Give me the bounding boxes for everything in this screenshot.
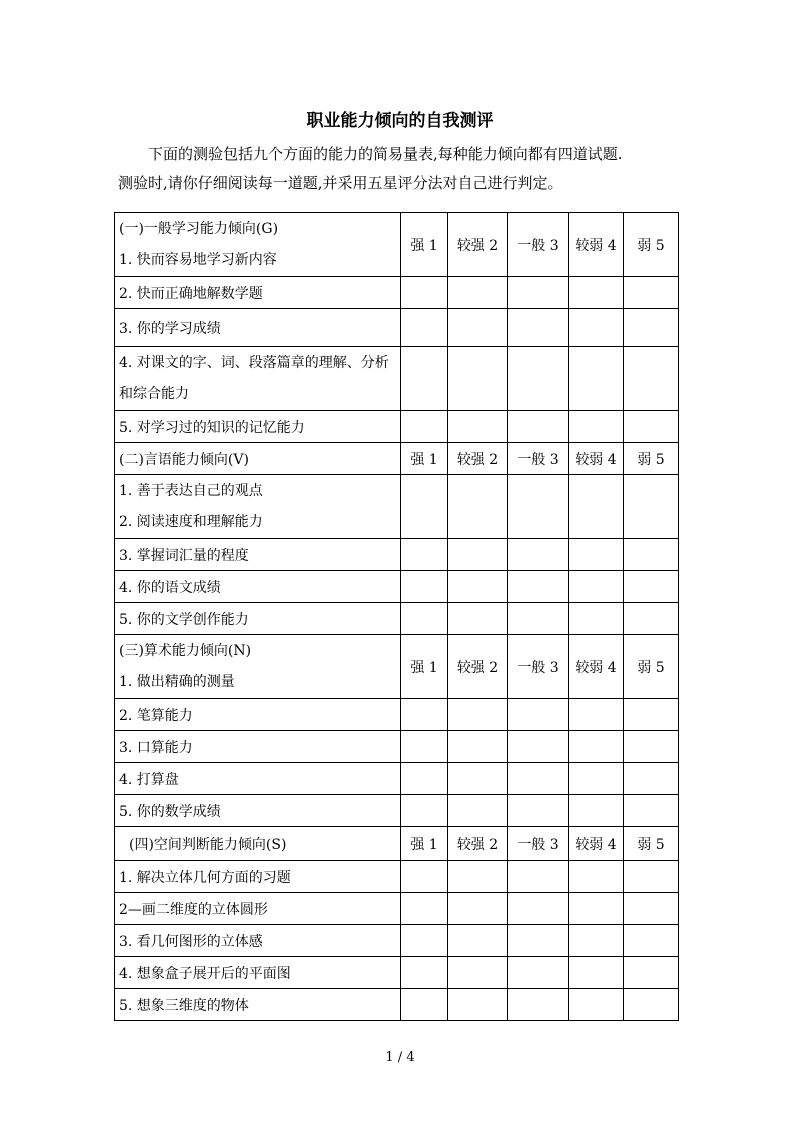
rating-header: 一般 3 — [508, 443, 569, 475]
rating-cell[interactable] — [508, 989, 569, 1021]
rating-cell[interactable] — [569, 411, 624, 443]
rating-header: 较弱 4 — [569, 443, 624, 475]
rating-cell[interactable] — [401, 571, 448, 603]
rating-cell[interactable] — [401, 925, 448, 957]
table-row — [115, 539, 679, 571]
rating-cell[interactable] — [508, 347, 569, 411]
table-row — [115, 277, 679, 309]
item-label: 4. 打算盘 — [115, 763, 401, 795]
intro-line-2: 测验时,请你仔细阅读每一道题,并采用五星评分法对自己进行判定。 — [118, 174, 563, 192]
section-g-header-row — [115, 213, 679, 277]
rating-cell[interactable] — [401, 957, 448, 989]
rating-cell[interactable] — [448, 925, 508, 957]
rating-cell[interactable] — [569, 699, 624, 731]
table-row — [115, 699, 679, 731]
rating-cell[interactable] — [508, 925, 569, 957]
item-label: 4. 想象盒子展开后的平面图 — [115, 957, 401, 989]
section-g-title: (一)一般学习能力倾向(G) — [119, 220, 279, 237]
rating-cell[interactable] — [401, 539, 448, 571]
rating-cell[interactable] — [569, 925, 624, 957]
item-label: 5. 对学习过的知识的记忆能力 — [115, 411, 401, 443]
rating-cell[interactable] — [624, 925, 679, 957]
rating-cell[interactable] — [569, 603, 624, 635]
item-label — [115, 475, 401, 539]
rating-cell[interactable] — [448, 309, 508, 347]
table-row — [115, 795, 679, 827]
rating-cell[interactable] — [401, 861, 448, 893]
section-s-header-row — [115, 827, 679, 861]
rating-cell[interactable] — [508, 309, 569, 347]
rating-header: 一般 3 — [508, 827, 569, 861]
rating-cell[interactable] — [401, 411, 448, 443]
rating-cell[interactable] — [448, 411, 508, 443]
rating-cell[interactable] — [624, 309, 679, 347]
rating-cell[interactable] — [401, 989, 448, 1021]
table-row — [115, 571, 679, 603]
rating-cell[interactable] — [569, 571, 624, 603]
rating-cell[interactable] — [448, 957, 508, 989]
table-row — [115, 603, 679, 635]
rating-cell[interactable] — [624, 731, 679, 763]
page-number: 1 / 4 — [385, 1050, 415, 1065]
section-v-title: (二)言语能力倾向(V) — [115, 443, 401, 475]
rating-cell[interactable] — [448, 763, 508, 795]
rating-cell[interactable] — [448, 861, 508, 893]
section-v-item-1: 1. 善于表达自己的观点 — [119, 482, 263, 499]
rating-cell[interactable] — [569, 989, 624, 1021]
rating-header: 较弱 4 — [569, 213, 624, 277]
table-row — [115, 763, 679, 795]
rating-cell[interactable] — [624, 475, 679, 539]
item-label: 2. 笔算能力 — [115, 699, 401, 731]
rating-cell[interactable] — [448, 699, 508, 731]
rating-cell[interactable] — [508, 475, 569, 539]
table-row — [115, 411, 679, 443]
table-row — [115, 861, 679, 893]
rating-cell[interactable] — [508, 763, 569, 795]
rating-cell[interactable] — [569, 731, 624, 763]
rating-cell[interactable] — [448, 603, 508, 635]
rating-header: 弱 5 — [624, 443, 679, 475]
rating-header: 较强 2 — [448, 827, 508, 861]
rating-cell[interactable] — [401, 475, 448, 539]
rating-cell[interactable] — [508, 411, 569, 443]
section-n-header-cell — [115, 635, 401, 699]
rating-cell[interactable] — [508, 861, 569, 893]
rating-cell[interactable] — [508, 277, 569, 309]
item-label: 3. 掌握词汇量的程度 — [115, 539, 401, 571]
rating-cell[interactable] — [401, 277, 448, 309]
rating-cell[interactable] — [624, 893, 679, 925]
rating-cell[interactable] — [448, 795, 508, 827]
item-label: 5. 想象三维度的物体 — [115, 989, 401, 1021]
rating-header: 较弱 4 — [569, 635, 624, 699]
rating-cell[interactable] — [569, 309, 624, 347]
table-row — [115, 893, 679, 925]
section-g-item-1: 1. 快而容易地学习新内容 — [119, 251, 277, 268]
page-title: 职业能力倾向的自我测评 — [306, 111, 494, 131]
rating-header: 较强 2 — [448, 443, 508, 475]
section-s-title: (四)空间判断能力倾向(S) — [115, 827, 401, 861]
rating-header: 较弱 4 — [569, 827, 624, 861]
rating-cell[interactable] — [569, 347, 624, 411]
rating-cell[interactable] — [448, 731, 508, 763]
item-label: 2—画二维度的立体圆形 — [115, 893, 401, 925]
rating-cell[interactable] — [448, 539, 508, 571]
rating-header: 弱 5 — [624, 827, 679, 861]
section-n-item-1: 1. 做出精确的测量 — [119, 673, 235, 690]
rating-cell[interactable] — [401, 795, 448, 827]
item-label: 4. 你的语文成绩 — [115, 571, 401, 603]
rating-cell[interactable] — [569, 277, 624, 309]
rating-header: 一般 3 — [508, 635, 569, 699]
item-label: 5. 你的数学成绩 — [115, 795, 401, 827]
table-row — [115, 925, 679, 957]
rating-cell[interactable] — [448, 571, 508, 603]
intro-paragraph — [118, 140, 688, 198]
rating-cell[interactable] — [448, 989, 508, 1021]
table-row — [115, 731, 679, 763]
rating-cell[interactable] — [624, 411, 679, 443]
rating-cell[interactable] — [401, 309, 448, 347]
item-label: 3. 口算能力 — [115, 731, 401, 763]
rating-cell[interactable] — [624, 763, 679, 795]
rating-cell[interactable] — [624, 571, 679, 603]
rating-cell[interactable] — [508, 731, 569, 763]
rating-cell[interactable] — [624, 539, 679, 571]
rating-cell[interactable] — [508, 957, 569, 989]
rating-cell[interactable] — [401, 893, 448, 925]
rating-cell[interactable] — [569, 763, 624, 795]
rating-cell[interactable] — [401, 603, 448, 635]
rating-cell[interactable] — [401, 347, 448, 411]
rating-cell[interactable] — [448, 347, 508, 411]
rating-cell[interactable] — [448, 277, 508, 309]
table-row — [115, 347, 679, 411]
section-v-header-row — [115, 443, 679, 475]
rating-cell[interactable] — [448, 893, 508, 925]
rating-cell[interactable] — [624, 861, 679, 893]
rating-cell[interactable] — [569, 957, 624, 989]
section-n-title: (三)算术能力倾向(N) — [119, 642, 252, 659]
rating-cell[interactable] — [569, 861, 624, 893]
rating-cell[interactable] — [569, 539, 624, 571]
section-g-header-cell — [115, 213, 401, 277]
item-label: 1. 解决立体几何方面的习题 — [115, 861, 401, 893]
rating-cell[interactable] — [508, 893, 569, 925]
rating-header: 强 1 — [401, 443, 448, 475]
rating-cell[interactable] — [624, 347, 679, 411]
rating-cell[interactable] — [508, 795, 569, 827]
rating-cell[interactable] — [569, 795, 624, 827]
rating-cell[interactable] — [624, 795, 679, 827]
rating-cell[interactable] — [401, 763, 448, 795]
rating-cell[interactable] — [624, 989, 679, 1021]
section-v-item-2: 2. 阅读速度和理解能力 — [119, 513, 263, 530]
rating-cell[interactable] — [624, 277, 679, 309]
item-label: 2. 快而正确地解数学题 — [115, 277, 401, 309]
rating-header: 弱 5 — [624, 635, 679, 699]
rating-header: 一般 3 — [508, 213, 569, 277]
rating-cell[interactable] — [508, 539, 569, 571]
rating-header: 强 1 — [401, 635, 448, 699]
rating-cell[interactable] — [569, 475, 624, 539]
rating-cell[interactable] — [508, 699, 569, 731]
rating-cell[interactable] — [624, 603, 679, 635]
rating-header: 弱 5 — [624, 213, 679, 277]
rating-cell[interactable] — [569, 893, 624, 925]
rating-cell[interactable] — [448, 475, 508, 539]
section-n-header-row — [115, 635, 679, 699]
table-row — [115, 957, 679, 989]
item-label: 5. 你的文学创作能力 — [115, 603, 401, 635]
rating-header: 强 1 — [401, 827, 448, 861]
rating-cell[interactable] — [624, 699, 679, 731]
rating-header: 较强 2 — [448, 213, 508, 277]
intro-line-1: 下面的测验包括九个方面的能力的简易量表,每种能力倾向都有四道试题. — [148, 145, 623, 163]
item-label: 4. 对课文的字、词、段落篇章的理解、分析和综合能力 — [115, 347, 401, 411]
rating-cell[interactable] — [508, 571, 569, 603]
table-row — [115, 309, 679, 347]
rating-cell[interactable] — [401, 731, 448, 763]
item-label: 3. 看几何图形的立体感 — [115, 925, 401, 957]
item-label: 3. 你的学习成绩 — [115, 309, 401, 347]
rating-cell[interactable] — [508, 603, 569, 635]
rating-header: 较强 2 — [448, 635, 508, 699]
rating-cell[interactable] — [624, 957, 679, 989]
table-row — [115, 475, 679, 539]
table-row — [115, 989, 679, 1021]
rating-header: 强 1 — [401, 213, 448, 277]
assessment-table — [114, 212, 679, 1021]
rating-cell[interactable] — [401, 699, 448, 731]
